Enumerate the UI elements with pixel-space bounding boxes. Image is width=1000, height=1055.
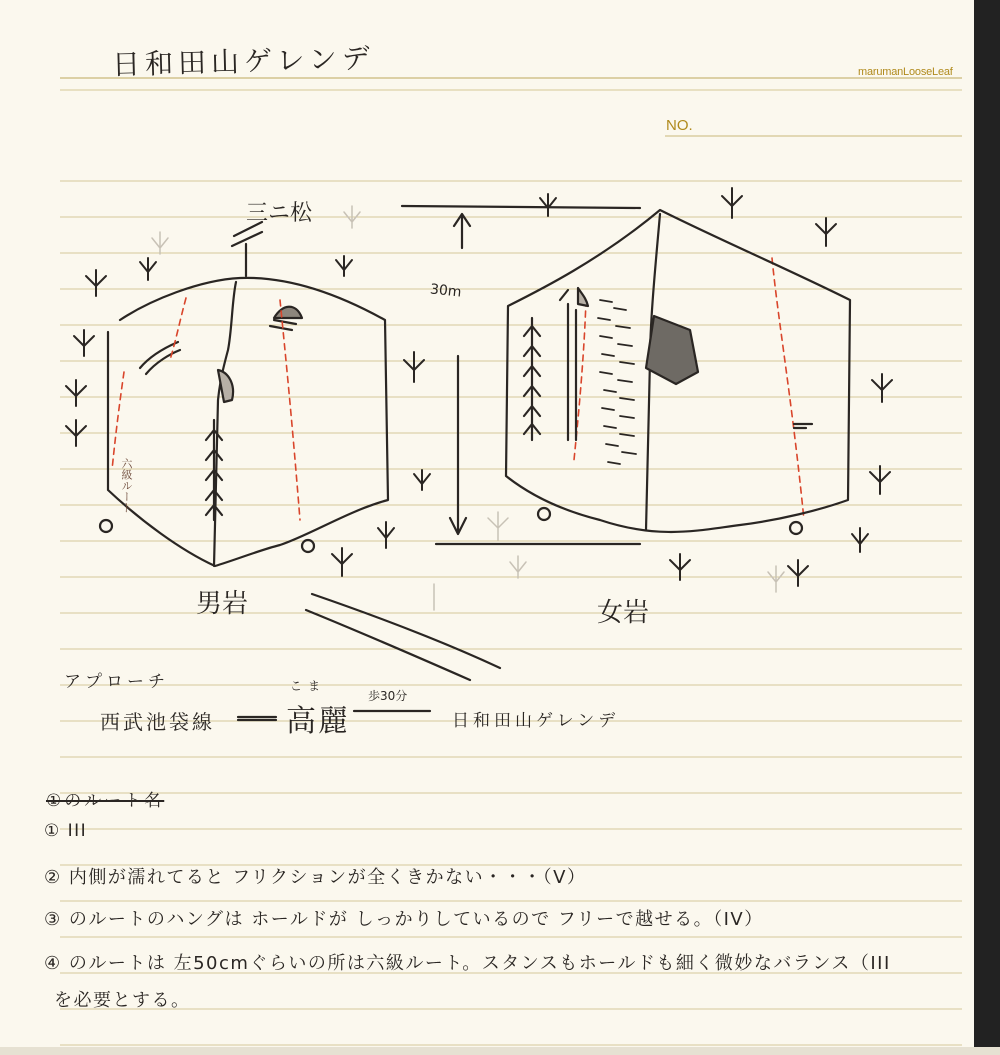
female-rock-slab-texture <box>598 300 636 464</box>
route-red-1 <box>112 298 186 470</box>
note-item: ② 内側が濡れてると フリクションが全くきかない・・・（V） <box>44 867 587 888</box>
railway-line: 西武池袋線 <box>100 710 215 734</box>
note-item: ④ のルートは 左50cmぐらいの所は六級ルート。スタンスもホールドも細く微妙なバランス（III <box>44 953 891 974</box>
tree-symbols <box>66 188 892 586</box>
page-title: 日和田山ゲレンデ <box>111 41 376 82</box>
female-rock-label: 女岩 <box>597 598 650 628</box>
male-rock-arrow-route <box>206 420 222 520</box>
female-rock-arrow-route <box>524 318 540 440</box>
male-rock-crack <box>214 282 236 566</box>
male-rock-label: 男岩 <box>196 589 249 619</box>
page-number-label: NO. <box>666 117 693 134</box>
walk-time: 歩30分 <box>368 689 408 703</box>
approach-connector <box>238 717 276 720</box>
route-red-4 <box>772 258 804 520</box>
male-rock-hang <box>218 370 233 402</box>
note-item: ③ のルートのハングは ホールドが しっかりしているので フリーで越せる。（IV） <box>44 909 764 930</box>
note-continuation: を必要とする。 <box>54 990 191 1011</box>
route-grade-label: 六級ルート <box>120 458 133 513</box>
station-reading: こま <box>290 679 327 693</box>
notebook-brand: marumanLooseLeaf <box>858 66 953 78</box>
station-name: 高麗 <box>286 704 350 739</box>
female-rock-block <box>646 316 698 384</box>
road-sketch <box>306 594 500 680</box>
approach-heading: アプローチ <box>64 672 169 692</box>
struck-note: ①のルート名 <box>46 791 165 811</box>
page-edge <box>974 0 1000 1055</box>
route-red-2 <box>280 300 300 520</box>
height-marker <box>402 206 640 544</box>
height-label: 30m <box>429 281 463 301</box>
approach-destination: 日和田山ゲレンデ <box>452 711 620 731</box>
pine-label: 三ニ松 <box>246 201 313 226</box>
page-bottom-edge <box>0 1047 1000 1055</box>
note-item: ① III <box>44 821 88 841</box>
male-rock-outline <box>108 278 388 566</box>
